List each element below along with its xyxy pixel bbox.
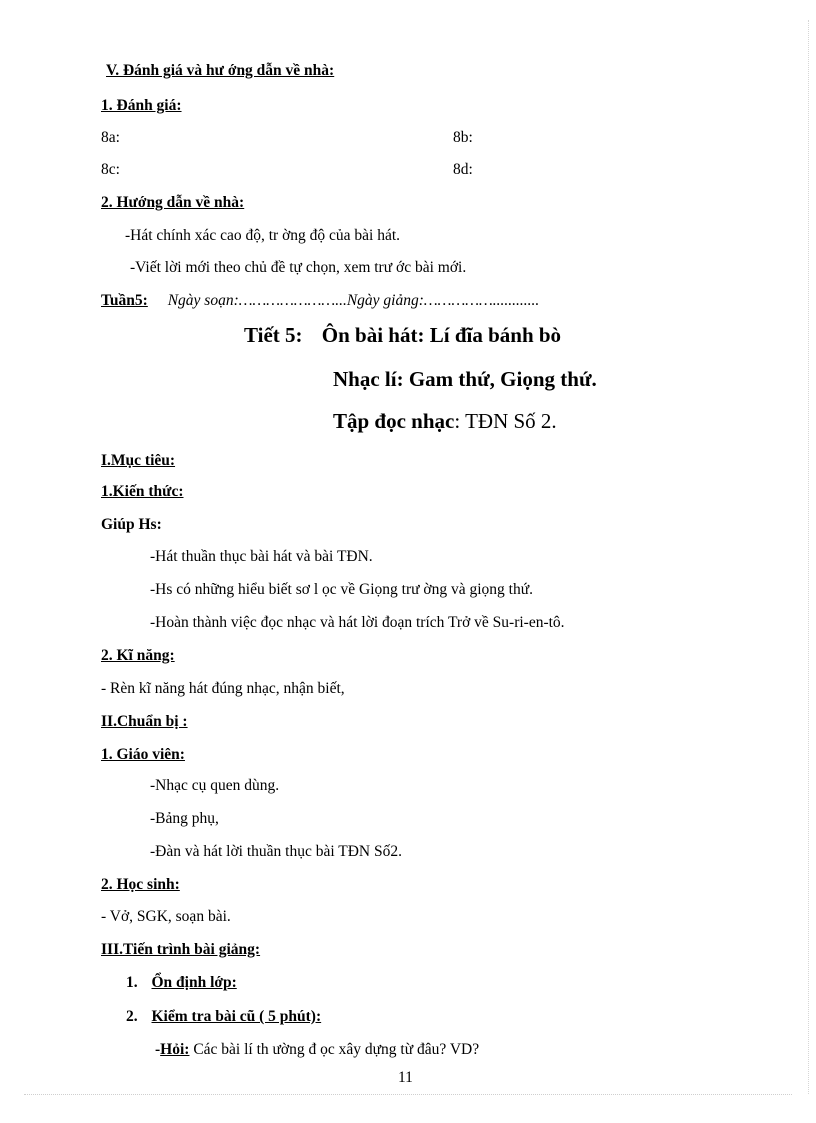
objectives-heading: I.Mục tiêu: [101, 452, 176, 469]
week-dates: Ngày soạn:…………………...Ngày giảng:……………............ [167, 292, 540, 309]
lesson-number: Tiết 5: [244, 323, 303, 347]
page-number: 11 [398, 1069, 413, 1086]
class-8c-label: 8c: [101, 161, 120, 178]
student-text: - Vở, SGK, soạn bài. [101, 908, 231, 925]
step-title: Ổn định lớp: [151, 974, 237, 991]
week-row [101, 291, 539, 311]
step-number: 2. [126, 1008, 138, 1025]
page-bottom-divider [24, 1094, 792, 1095]
help-label: Giúp Hs: [101, 516, 162, 533]
lesson-title-line3 [333, 408, 557, 434]
skills-heading: 2. Kĩ năng: [101, 647, 175, 664]
preparation-heading: II.Chuẩn bị : [101, 713, 188, 730]
lesson-reading-text: : TĐN Số 2. [454, 409, 557, 433]
knowledge-item: -Hs có những hiểu biết sơ l ọc về Giọng trư ờng và giọng thứ. [150, 581, 533, 598]
page-right-divider [808, 20, 809, 1094]
question-dash: - [155, 1041, 161, 1058]
teacher-item: -Bảng phụ, [150, 810, 219, 827]
lesson-reading-label: Tập đọc nhạc [333, 409, 455, 433]
teacher-item: -Đàn và hát lời thuần thục bài TĐN Số2. [150, 843, 402, 860]
lesson-title-line2: Nhạc lí: Gam thứ, Giọng thứ. [333, 367, 597, 391]
homework-heading: 2. Hướng dẫn về nhà: [101, 194, 245, 211]
homework-line: -Hát chính xác cao độ, tr ờng độ của bài hát. [125, 227, 401, 244]
evaluation-heading: 1. Đánh giá: [101, 97, 182, 114]
skills-text: - Rèn kĩ năng hát đúng nhạc, nhận biết, [101, 680, 345, 697]
lesson-song: Ôn bài hát: Lí đĩa bánh bò [321, 323, 562, 347]
teacher-heading: 1. Giáo viên: [101, 746, 185, 763]
section-v-heading: V. Đánh giá và hư ớng dẫn về nhà: [106, 62, 335, 79]
process-heading: III.Tiến trình bài giảng: [101, 941, 261, 958]
step-title: Kiểm tra bài cũ ( 5 phút): [151, 1008, 322, 1025]
class-8d-label: 8d: [453, 161, 473, 178]
knowledge-heading: 1.Kiến thức: [101, 483, 184, 500]
step-number: 1. [126, 974, 138, 991]
teacher-item: -Nhạc cụ quen dùng. [150, 777, 280, 794]
question-text: Các bài lí th ường đ ọc xây dựng từ đâu? VD? [189, 1041, 480, 1058]
step-2 [126, 1007, 321, 1027]
question-label: Hỏi: [160, 1041, 190, 1058]
student-heading: 2. Học sinh: [101, 876, 180, 893]
class-8a-label: 8a: [101, 129, 120, 146]
week-label: Tuần5: [101, 292, 148, 309]
knowledge-item: -Hát thuần thục bài hát và bài TĐN. [150, 548, 373, 565]
question-line [155, 1040, 479, 1060]
homework-line: -Viết lời mới theo chủ đề tự chọn, xem trư ớc bài mới. [130, 259, 467, 276]
step-1 [126, 973, 237, 993]
lesson-title-line1 [244, 322, 561, 348]
knowledge-item: -Hoàn thành việc đọc nhạc và hát lời đoạn trích Trở về Su-ri-en-tô. [150, 614, 565, 631]
class-8b-label: 8b: [453, 129, 473, 146]
